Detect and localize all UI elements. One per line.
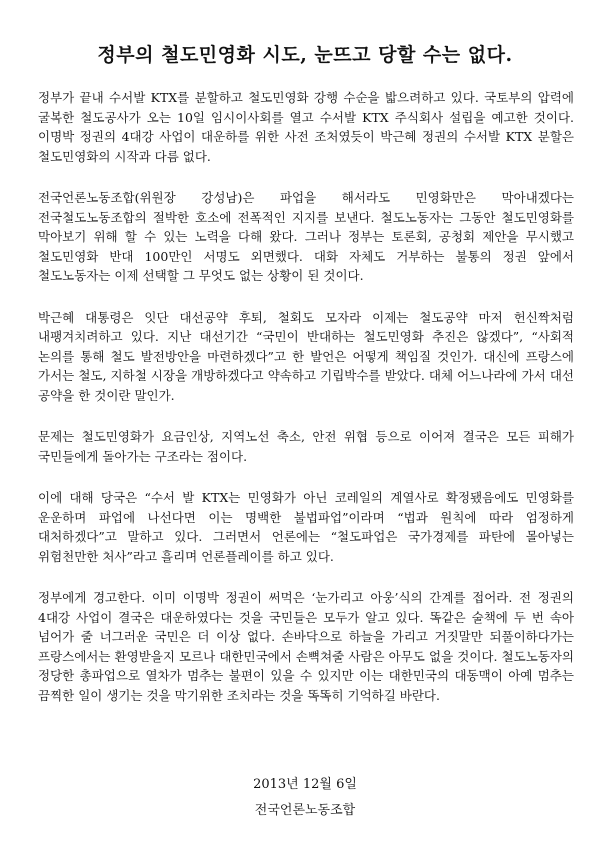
statement-date: 2013년 12월 6일 [253,777,357,792]
paragraph-2: 전국언론노동조합(위원장 강성남)은 파업을 해서라도 민영화만은 막아내겠다는 전국철도노동조합의 절박한 호소에 전폭적인 지지를 보낸다. 철도노동자는 그동안 철도민영화를 막아보기 위해 할 수 있는 노력을 다해 왔다. 그러나 정부는 토론회, 공청회 제안을 무시했고 철도민영화 반대 100만인 서명도 외면했다. 대화 자체도 거부하는 불통의 정권 앞에서 철도노동자는 이제 선택할 그 무엇도 없는 상황이 된 것이다. [38,190,574,283]
paragraph-5: 이에 대해 당국은 “수서 발 KTX는 민영화가 아닌 코레일의 계열사로 확정됐음에도 민영화를 운운하며 파업에 나선다면 이는 명백한 불법파업”이라며 “법과 원칙에 따라 엄정하게 대처하겠다”고 말하고 있다. 그러면서 언론에는 “철도파업은 국가경제를 파탄에 몰아넣는 위험천만한 처사”라고 흘리며 언론플레이를 하고 있다. [38,490,574,564]
paragraph-4: 문제는 철도민영화가 요금인상, 지역노선 축소, 안전 위협 등으로 이어져 결국은 모든 피해가 국민들에게 돌아가는 구조라는 점이다. [38,429,574,464]
document-title: 정부의 철도민영화 시도, 눈뜨고 당할 수는 없다. [97,44,513,66]
paragraph-6: 정부에게 경고한다. 이미 이명박 정권이 써먹은 ‘눈가리고 아웅’식의 간계를 접어라. 전 정권의 4대강 사업이 결국은 대운하였다는 것을 국민들은 모두가 알고 있다. 똑같은 술책에 두 번 속아 넘어가 줄 너그러운 국민은 더 이상 없다. 손바닥으로 하늘을 가리고 거짓말만 되풀이하다가는 프랑스에서는 환영받을지 모르나 대한민국에서 손뼉쳐줄 사람은 아무도 없을 것이다. 철도노동자의 정당한 총파업으로 열차가 멈추는 불편이 있을 수 있지만 이는 대한민국의 대동맥이 아예 멈추는 끔찍한 일이 생기는 것을 막기위한 조치라는 것을 똑똑히 기억하길 바란다. [38,590,574,703]
paragraph-1: 정부가 끝내 수서발 KTX를 분할하고 철도민영화 강행 수순을 밟으려하고 있다. 국토부의 압력에 굴복한 철도공사가 오는 10일 임시이사회를 열고 수서발 KTX 주식회사 설립을 예고한 것이다. 이명박 정권의 4대강 사업이 대운하를 위한 사전 조처였듯이 박근혜 정권의 수서발 KTX 분할은 철도민영화의 시작과 다름 없다. [38,90,574,164]
organization-name: 전국언론노동조합 [254,803,356,818]
paragraph-3: 박근혜 대통령은 잇단 대선공약 후퇴, 철회도 모자라 이제는 철도공약 마저 헌신짝처럼 내팽겨치려하고 있다. 지난 대선기간 “국민이 반대하는 철도민영화 추진은 않겠다”, “사회적 논의를 통해 철도 발전방안을 마련하겠다”고 한 발언은 어떻게 책임질 것인가. 대신에 프랑스에 가서는 철도, 지하철 시장을 개방하겠다고 약속하고 기립박수를 받았다. 대체 어느나라에 가서 대선 공약을 한 것이란 말인가. [38,309,574,403]
document-body [38,88,574,727]
